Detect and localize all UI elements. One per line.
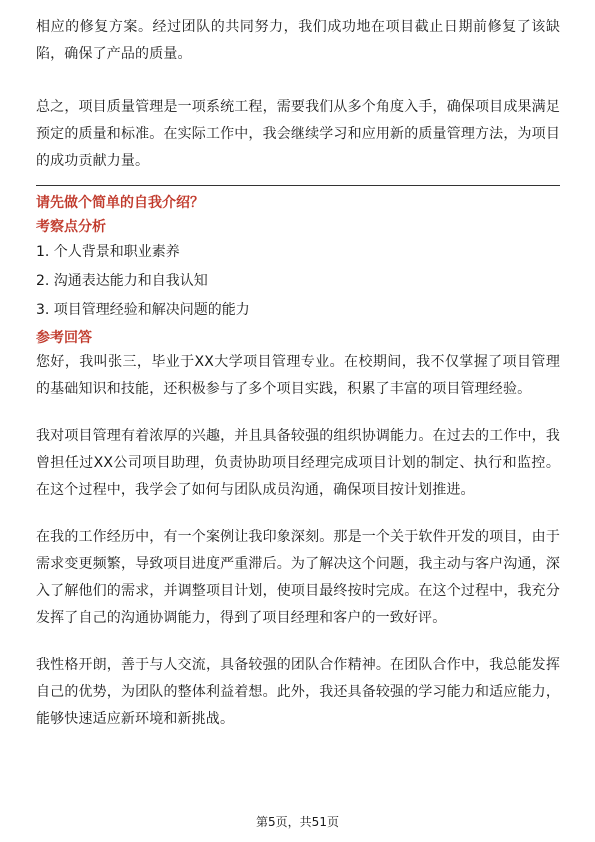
analysis-point: 1. 个人背景和职业素养 [36, 244, 180, 260]
document-page [36, 14, 560, 733]
answer-paragraph: 我对项目管理有着浓厚的兴趣，并且具备较强的组织协调能力。在过去的工作中，我曾担任过XX公司项目助理，负责协助项目经理完成项目计划的制定、执行和监控。在这个过程中，我学会了如何与团队成员沟通，确保项目按计划推进。 [36, 428, 560, 498]
paragraph-gap [36, 403, 560, 423]
paragraph-gap [36, 68, 560, 94]
question-title: 请先做个简单的自我介绍？ [36, 195, 204, 211]
page-number: 第5页，共51页 [256, 815, 339, 829]
section-divider [36, 185, 560, 186]
paragraph-gap [36, 632, 560, 652]
answer-heading: 参考回答 [36, 330, 92, 346]
body-paragraph: 总之，项目质量管理是一项系统工程，需要我们从多个角度入手，确保项目成果满足预定的质量和标准。在实际工作中，我会继续学习和应用新的质量管理方法，为项目的成功贡献力量。 [36, 99, 560, 169]
answer-paragraph: 您好，我叫张三，毕业于XX大学项目管理专业。在校期间，我不仅掌握了项目管理的基础知识和技能，还积极参与了多个项目实践，积累了丰富的项目管理经验。 [36, 354, 560, 397]
analysis-point: 2. 沟通表达能力和自我认知 [36, 273, 208, 289]
analysis-point: 3. 项目管理经验和解决问题的能力 [36, 302, 250, 318]
body-paragraph: 相应的修复方案。经过团队的共同努力，我们成功地在项目截止日期前修复了该缺陷，确保了产品的质量。 [36, 19, 560, 62]
answer-paragraph: 我性格开朗，善于与人交流，具备较强的团队合作精神。在团队合作中，我总能发挥自己的优势，为团队的整体利益着想。此外，我还具备较强的学习能力和适应能力，能够快速适应新环境和新挑战。 [36, 657, 560, 727]
paragraph-gap [36, 504, 560, 524]
analysis-heading: 考察点分析 [36, 219, 106, 235]
answer-paragraph: 在我的工作经历中，有一个案例让我印象深刻。那是一个关于软件开发的项目，由于需求变更频繁，导致项目进度严重滞后。为了解决这个问题，我主动与客户沟通，深入了解他们的需求，并调整项目计划，使项目最终按时完成。在这个过程中，我充分发挥了自己的沟通协调能力，得到了项目经理和客户的一致好评。 [36, 529, 560, 626]
